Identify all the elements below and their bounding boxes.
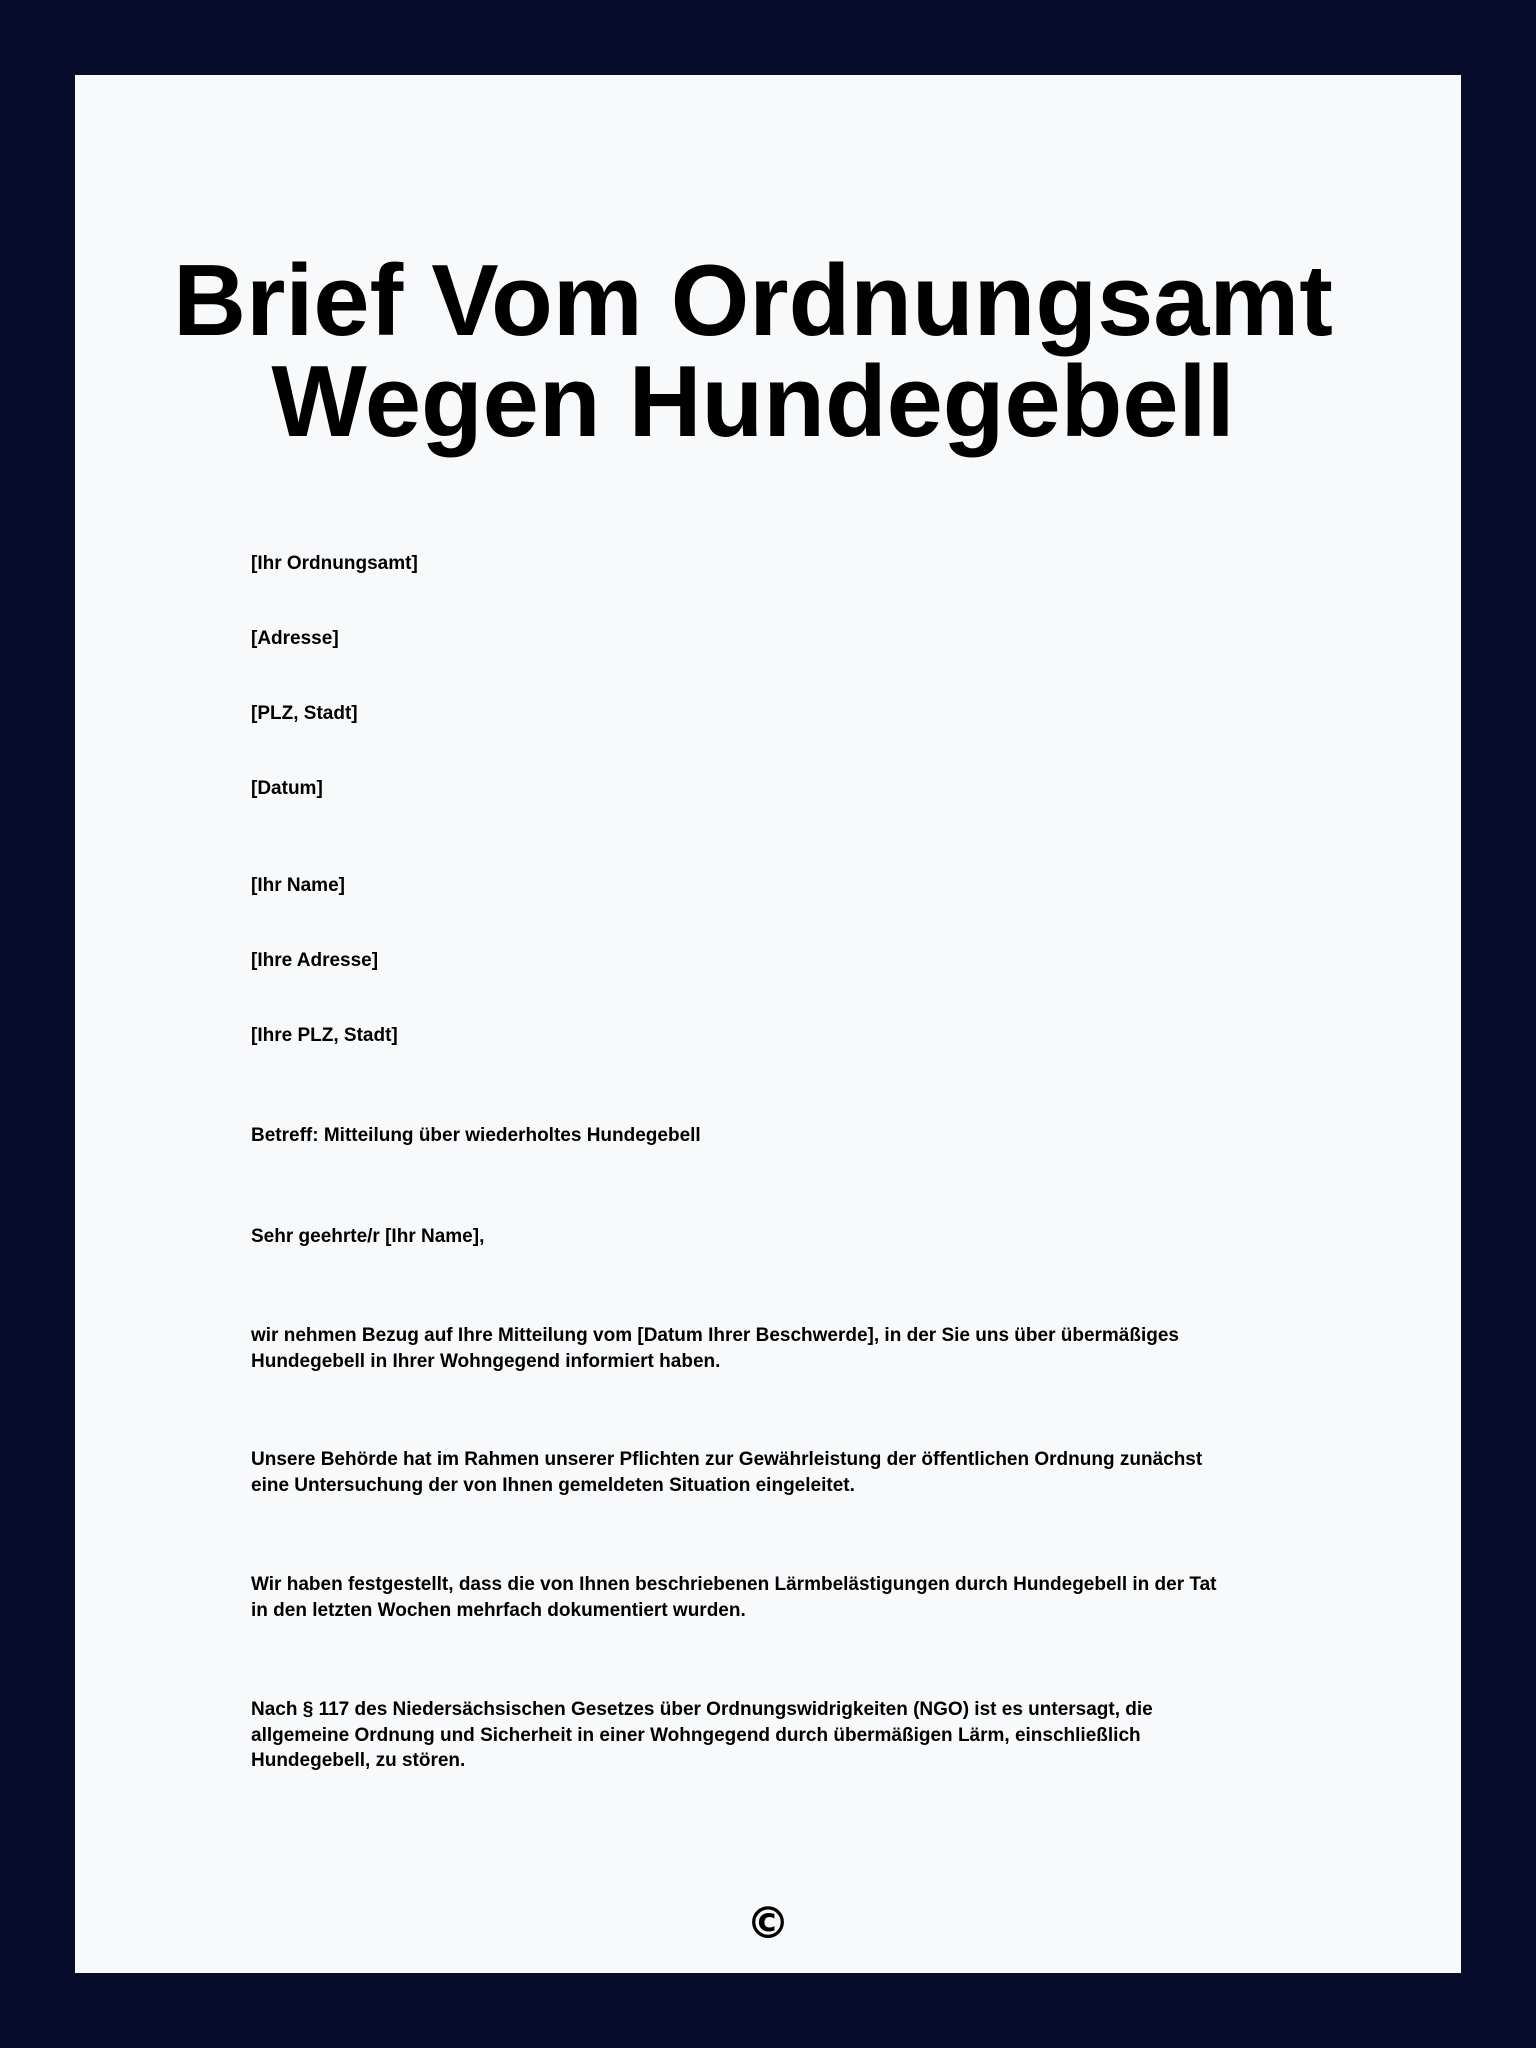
paragraph-line: eine Untersuchung der von Ihnen gemeldeten Situation eingeleitet. bbox=[251, 1474, 855, 1496]
sender-address: [Adresse] bbox=[251, 628, 339, 649]
copyright-icon: © bbox=[746, 1898, 790, 1949]
letter-page bbox=[75, 75, 1461, 1973]
sender-postal-city: [PLZ, Stadt] bbox=[251, 703, 358, 724]
paragraph-line: Wir haben festgestellt, dass die von Ihnen beschriebenen Lärmbelästigungen durch Hundegebell in der Tat bbox=[251, 1574, 1217, 1595]
title-line-1: Brief Vom Ordnungsamt bbox=[173, 245, 1333, 357]
recipient-name: [Ihr Name] bbox=[251, 875, 345, 896]
paragraph-line: allgemeine Ordnung und Sicherheit in einer Wohngegend durch übermäßigen Lärm, einschließlich bbox=[251, 1724, 1141, 1746]
body-paragraph-1 bbox=[251, 1323, 1291, 1374]
paragraph-line: Unsere Behörde hat im Rahmen unserer Pflichten zur Gewährleistung der öffentlichen Ordnung zunächst bbox=[251, 1449, 1203, 1470]
paragraph-line: Hundegebell in Ihrer Wohngegend informiert haben. bbox=[251, 1350, 721, 1372]
paragraph-line: wir nehmen Bezug auf Ihre Mitteilung vom [Datum Ihrer Beschwerde], in der Sie uns über übermäßiges bbox=[251, 1325, 1180, 1346]
letter-salutation: Sehr geehrte/r [Ihr Name], bbox=[251, 1226, 485, 1247]
body-paragraph-3 bbox=[251, 1572, 1291, 1623]
sender-office: [Ihr Ordnungsamt] bbox=[251, 553, 418, 574]
paragraph-line: Nach § 117 des Niedersächsischen Gesetzes über Ordnungswidrigkeiten (NGO) ist es untersagt, die bbox=[251, 1699, 1153, 1720]
body-paragraph-4 bbox=[251, 1697, 1291, 1774]
body-paragraph-2 bbox=[251, 1447, 1291, 1498]
letter-date: [Datum] bbox=[251, 778, 323, 799]
paragraph-line: in den letzten Wochen mehrfach dokumentiert wurden. bbox=[251, 1599, 746, 1621]
document-title bbox=[95, 245, 1411, 458]
letter-subject: Betreff: Mitteilung über wiederholtes Hundegebell bbox=[251, 1125, 701, 1146]
recipient-postal-city: [Ihre PLZ, Stadt] bbox=[251, 1025, 398, 1046]
recipient-address: [Ihre Adresse] bbox=[251, 950, 379, 971]
paragraph-line: Hundegebell, zu stören. bbox=[251, 1750, 466, 1771]
title-line-2: Wegen Hundegebell bbox=[271, 346, 1235, 458]
